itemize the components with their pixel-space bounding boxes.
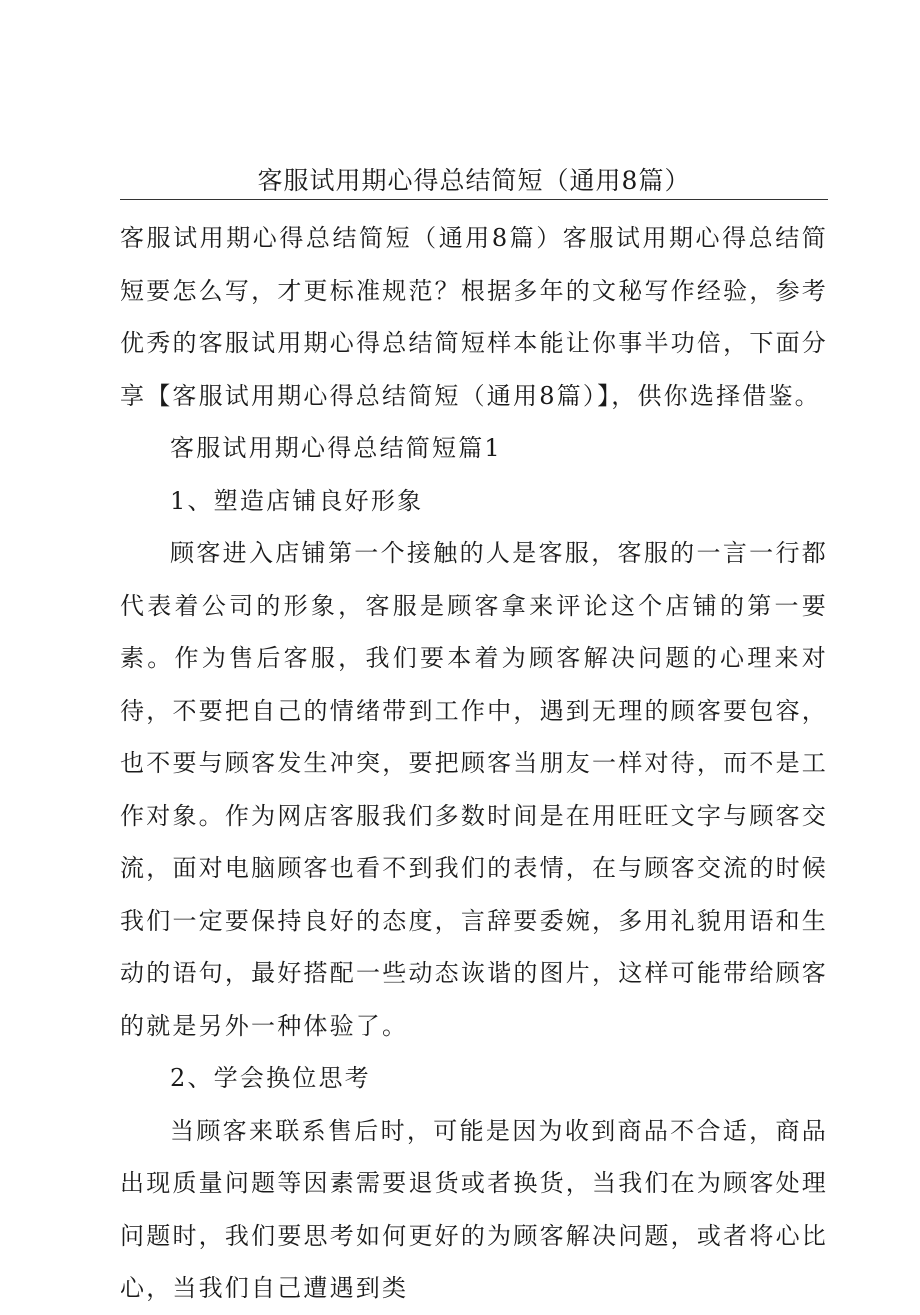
- subheading-1: 1、塑造店铺良好形象: [170, 486, 424, 515]
- document-title: 客服试用期心得总结简短（通用8篇）: [257, 166, 691, 195]
- body-paragraph-2: 当顾客来联系售后时，可能是因为收到商品不合适，商品出现质量问题等因素需要退货或者换货，当我们在为顾客处理问题时，我们要思考如何更好的为顾客解决问题，或者将心比心，当我们自己遭遇到类: [120, 1116, 828, 1302]
- subheading-2: 2、学会换位思考: [170, 1064, 371, 1092]
- intro-paragraph: 客服试用期心得总结简短（通用8篇）客服试用期心得总结简短要怎么写，才更标准规范？根据多年的文秘写作经验，参考优秀的客服试用期心得总结简短样本能让你事半功倍，下面分享【客服试用期心得总结简短（通用8篇）】，供你选择借鉴。: [120, 224, 828, 410]
- body-paragraph-1: 顾客进入店铺第一个接触的人是客服，客服的一言一行都代表着公司的形象，客服是顾客拿来评论这个店铺的第一要素。作为售后客服，我们要本着为顾客解决问题的心理来对待，不要把自己的情绪带到工作中，遇到无理的顾客要包容，也不要与顾客发生冲突，要把顾客当朋友一样对待，而不是工作对象。作为网店客服我们多数时间是在用旺旺文字与顾客交流，面对电脑顾客也看不到我们的表情，在与顾客交流的时候我们一定要保持良好的态度，言辞要委婉，多用礼貌用语和生动的语句，最好搭配一些动态诙谐的图片，这样可能带给顾客的就是另外一种体验了。: [120, 539, 828, 1040]
- section-heading: 客服试用期心得总结简短篇1: [170, 434, 502, 462]
- document-body: [120, 212, 828, 1315]
- title-underline: [120, 199, 828, 200]
